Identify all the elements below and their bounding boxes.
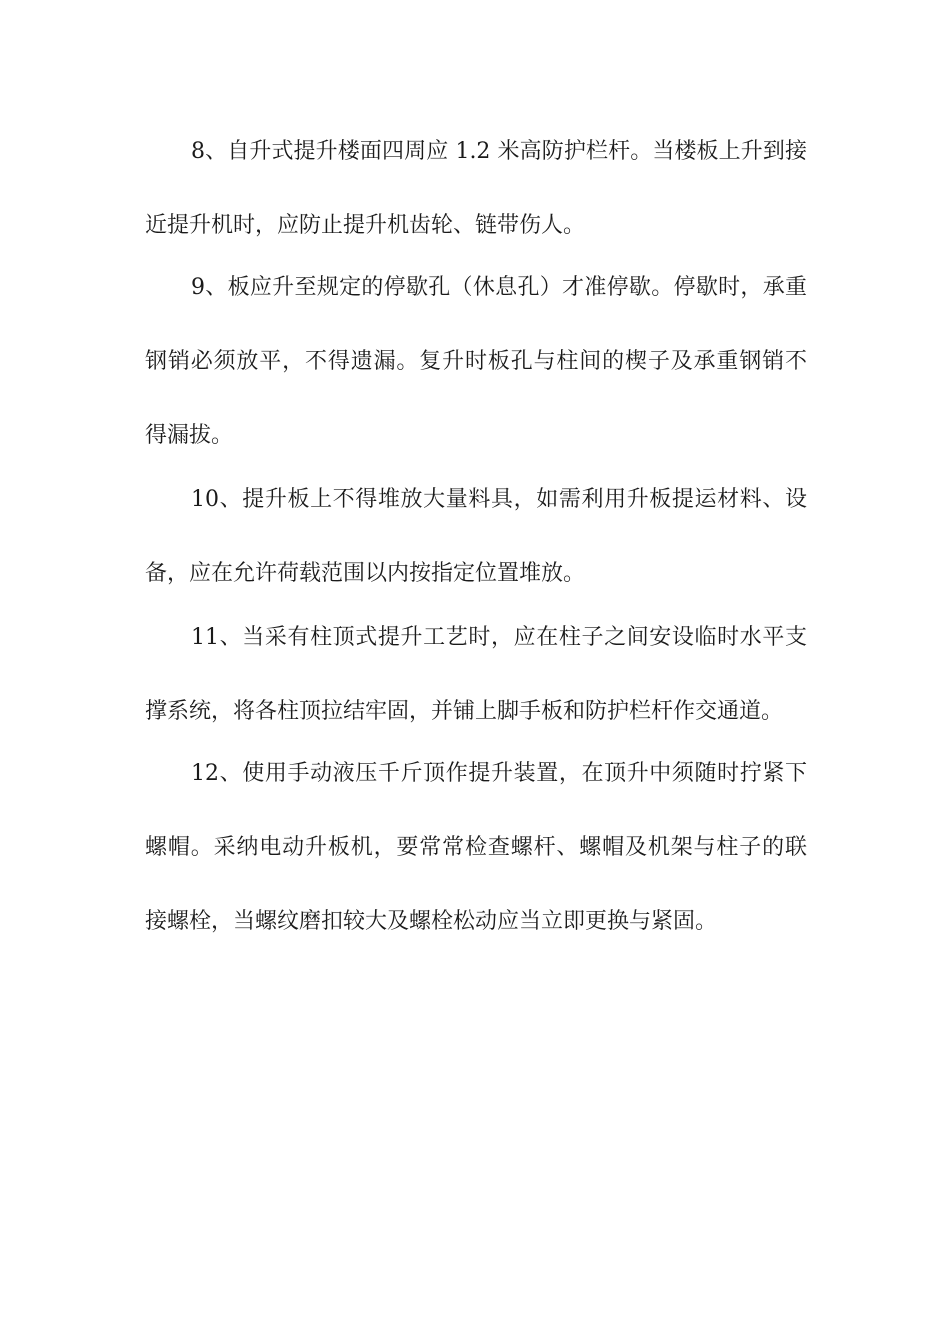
paragraph-8-line-2: 近提升机时，应防止提升机齿轮、链带伤人。 [145, 213, 586, 238]
paragraph-11-line-2: 撑系统，将各柱顶拉结牢固，并铺上脚手板和防护栏杆作交通道。 [145, 699, 784, 724]
paragraph-8-line-1: 8、自升式提升楼面四周应 1.2 米高防护栏杆。当楼板上升到接 [191, 139, 807, 164]
paragraph-9-line-1: 9、板应升至规定的停歇孔（休息孔）才准停歇。停歇时，承重 [191, 275, 807, 300]
paragraph-12-line-2: 螺帽。采纳电动升板机，要常常检查螺杆、螺帽及机架与柱子的联 [145, 835, 807, 860]
paragraph-12-line-1: 12、使用手动液压千斤顶作提升装置，在顶升中须随时拧紧下 [191, 761, 807, 786]
paragraph-10-line-1: 10、提升板上不得堆放大量料具，如需利用升板提运材料、设 [191, 487, 807, 512]
paragraph-9-line-2: 钢销必须放平，不得遗漏。复升时板孔与柱间的楔子及承重钢销不 [145, 349, 807, 374]
paragraph-12-line-3: 接螺栓，当螺纹磨扣较大及螺栓松动应当立即更换与紧固。 [145, 909, 718, 934]
paragraph-9-line-3: 得漏拔。 [145, 423, 234, 448]
paragraph-10-line-2: 备，应在允许荷载范围以内按指定位置堆放。 [145, 561, 586, 586]
paragraph-11-line-1: 11、当采有柱顶式提升工艺时，应在柱子之间安设临时水平支 [191, 625, 807, 650]
